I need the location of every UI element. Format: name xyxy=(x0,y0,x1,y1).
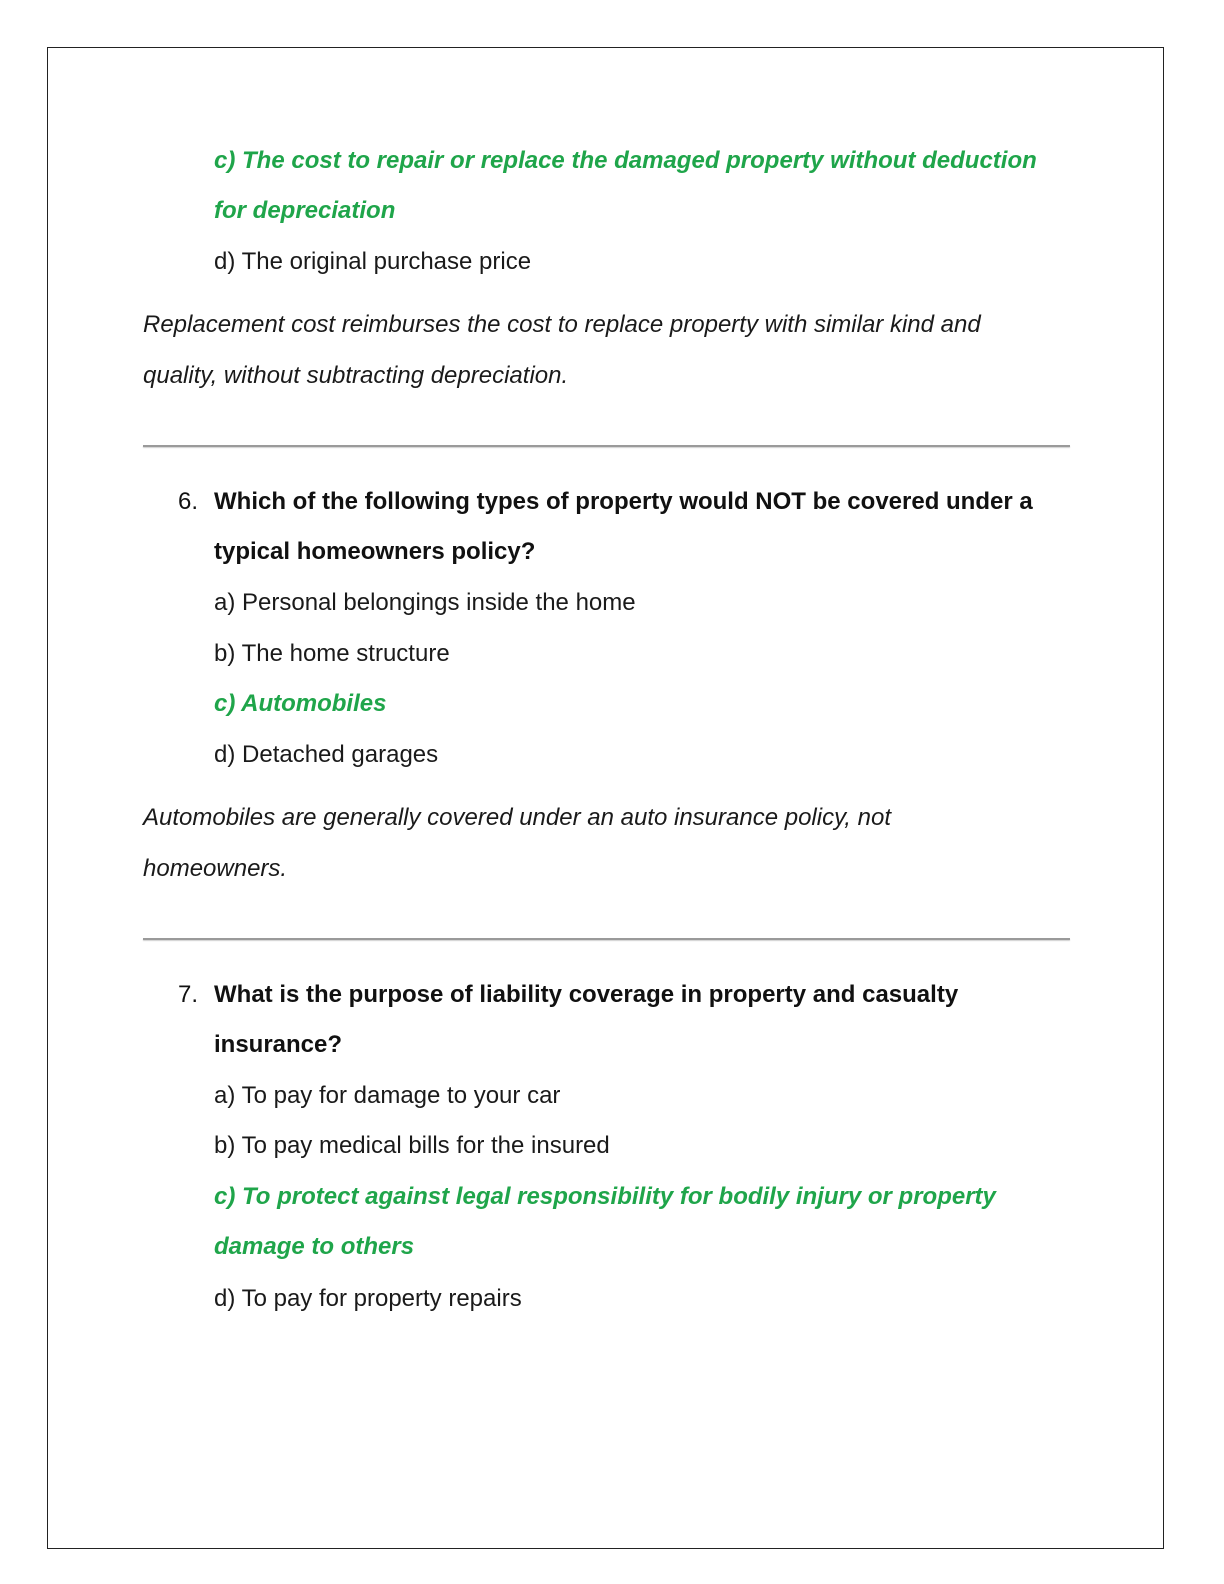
prev-answer-c-line1: c) The cost to repair or replace the damaged property without deduction xyxy=(214,147,1037,174)
prev-explanation-line2: quality, without subtracting depreciation. xyxy=(143,362,569,389)
section-divider xyxy=(143,938,1070,940)
question-7-option-a: a) To pay for damage to your car xyxy=(214,1082,561,1109)
question-6-option-c-answer: c) Automobiles xyxy=(214,690,387,717)
question-6-explanation-line1: Automobiles are generally covered under an auto insurance policy, not xyxy=(143,804,892,831)
question-7-text-line1: What is the purpose of liability coverage in property and casualty xyxy=(214,981,959,1008)
question-7-option-d: d) To pay for property repairs xyxy=(214,1285,522,1312)
question-6-option-b: b) The home structure xyxy=(214,640,450,667)
question-7-number: 7. xyxy=(178,981,199,1008)
prev-option-d: d) The original purchase price xyxy=(214,248,532,275)
prev-answer-c-line2: for depreciation xyxy=(214,197,396,224)
question-6-option-a: a) Personal belongings inside the home xyxy=(214,589,636,616)
prev-explanation-line1: Replacement cost reimburses the cost to replace property with similar kind and xyxy=(143,311,981,338)
question-7-option-b: b) To pay medical bills for the insured xyxy=(214,1132,610,1159)
question-6-text-line2: typical homeowners policy? xyxy=(214,538,536,565)
section-divider xyxy=(143,445,1070,447)
question-6-number: 6. xyxy=(178,488,199,515)
question-7-option-c-answer-line1: c) To protect against legal responsibility for bodily injury or property xyxy=(214,1183,996,1210)
question-6-option-d: d) Detached garages xyxy=(214,741,439,768)
question-7-text-line2: insurance? xyxy=(214,1031,343,1058)
question-7-option-c-answer-line2: damage to others xyxy=(214,1233,415,1260)
question-6-text-line1: Which of the following types of property would NOT be covered under a xyxy=(214,488,1033,515)
question-6-explanation-line2: homeowners. xyxy=(143,855,288,882)
